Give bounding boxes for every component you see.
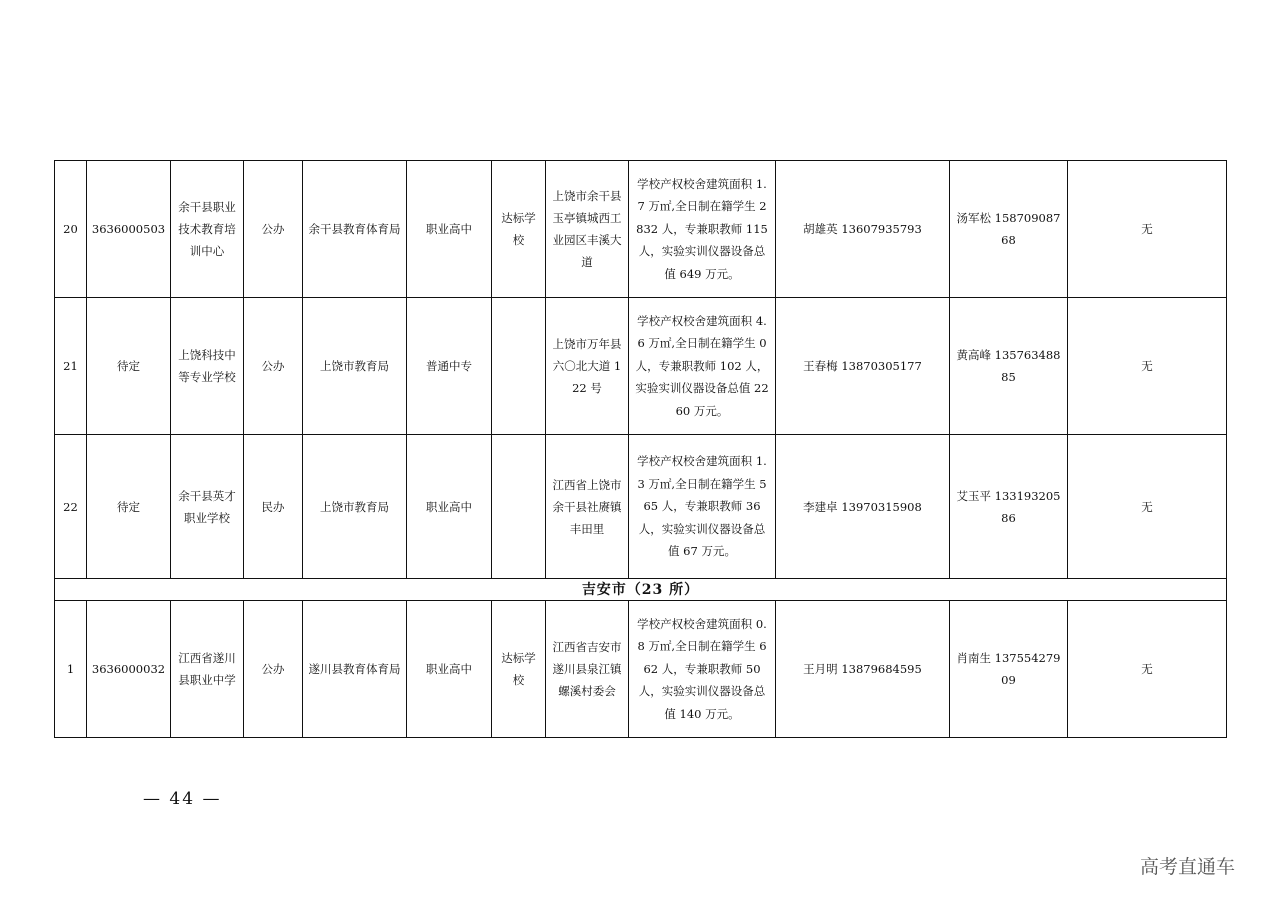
table-row	[55, 435, 1227, 579]
principal-contact: 李建卓 13970315908	[776, 435, 950, 579]
row-number: 20	[55, 161, 87, 298]
remark: 无	[1068, 298, 1227, 435]
section-header-row	[55, 579, 1227, 601]
school-authority: 上饶市教育局	[303, 435, 407, 579]
principal-contact: 王春梅 13870305177	[776, 298, 950, 435]
school-facilities: 学校产权校舍建筑面积 1.7 万㎡,全日制在籍学生 2832 人，专兼职教师 115 人，实验实训仪器设备总值 649 万元。	[629, 161, 776, 298]
watermark-text: 高考直通车	[1140, 856, 1236, 878]
row-number: 21	[55, 298, 87, 435]
liaison-contact: 艾玉平 13319320586	[950, 435, 1068, 579]
school-name: 余干县英才职业学校	[171, 435, 244, 579]
table-row	[55, 601, 1227, 738]
school-address: 上饶市万年县六〇北大道 122 号	[546, 298, 629, 435]
table-row	[55, 298, 1227, 435]
liaison-contact: 肖南生 13755427909	[950, 601, 1068, 738]
school-nature: 公办	[244, 601, 303, 738]
school-standard	[492, 435, 546, 579]
school-level: 职业高中	[407, 601, 492, 738]
school-name: 江西省遂川县职业中学	[171, 601, 244, 738]
school-address: 上饶市余干县玉亭镇城西工业园区丰溪大道	[546, 161, 629, 298]
school-facilities: 学校产权校舍建筑面积 4.6 万㎡,全日制在籍学生 0 人，专兼职教师 102 人，实验实训仪器设备总值 2260 万元。	[629, 298, 776, 435]
principal-contact: 胡雄英 13607935793	[776, 161, 950, 298]
school-nature: 民办	[244, 435, 303, 579]
school-nature: 公办	[244, 161, 303, 298]
school-name: 上饶科技中等专业学校	[171, 298, 244, 435]
school-level: 职业高中	[407, 161, 492, 298]
school-nature: 公办	[244, 298, 303, 435]
school-authority: 遂川县教育体育局	[303, 601, 407, 738]
school-code: 待定	[87, 435, 171, 579]
principal-contact: 王月明 13879684595	[776, 601, 950, 738]
liaison-contact: 汤军松 15870908768	[950, 161, 1068, 298]
table-row	[55, 161, 1227, 298]
remark: 无	[1068, 161, 1227, 298]
school-facilities: 学校产权校舍建筑面积 0.8 万㎡,全日制在籍学生 662 人，专兼职教师 50 人，实验实训仪器设备总值 140 万元。	[629, 601, 776, 738]
school-facilities: 学校产权校舍建筑面积 1.3 万㎡,全日制在籍学生 565 人，专兼职教师 36 人，实验实训仪器设备总值 67 万元。	[629, 435, 776, 579]
row-number: 1	[55, 601, 87, 738]
school-code: 3636000032	[87, 601, 171, 738]
row-number: 22	[55, 435, 87, 579]
school-authority: 上饶市教育局	[303, 298, 407, 435]
liaison-contact: 黄高峰 13576348885	[950, 298, 1068, 435]
school-code: 3636000503	[87, 161, 171, 298]
school-authority: 余干县教育体育局	[303, 161, 407, 298]
school-level: 普通中专	[407, 298, 492, 435]
school-address: 江西省上饶市余干县社赓镇丰田里	[546, 435, 629, 579]
section-title: 吉安市（23 所）	[55, 579, 1227, 601]
school-standard: 达标学校	[492, 601, 546, 738]
school-level: 职业高中	[407, 435, 492, 579]
school-code: 待定	[87, 298, 171, 435]
page-number: — 44 —	[143, 789, 222, 809]
school-table	[54, 160, 1227, 738]
school-standard: 达标学校	[492, 161, 546, 298]
school-address: 江西省吉安市遂川县泉江镇螺溪村委会	[546, 601, 629, 738]
remark: 无	[1068, 601, 1227, 738]
remark: 无	[1068, 435, 1227, 579]
school-standard	[492, 298, 546, 435]
school-name: 余干县职业技术教育培训中心	[171, 161, 244, 298]
